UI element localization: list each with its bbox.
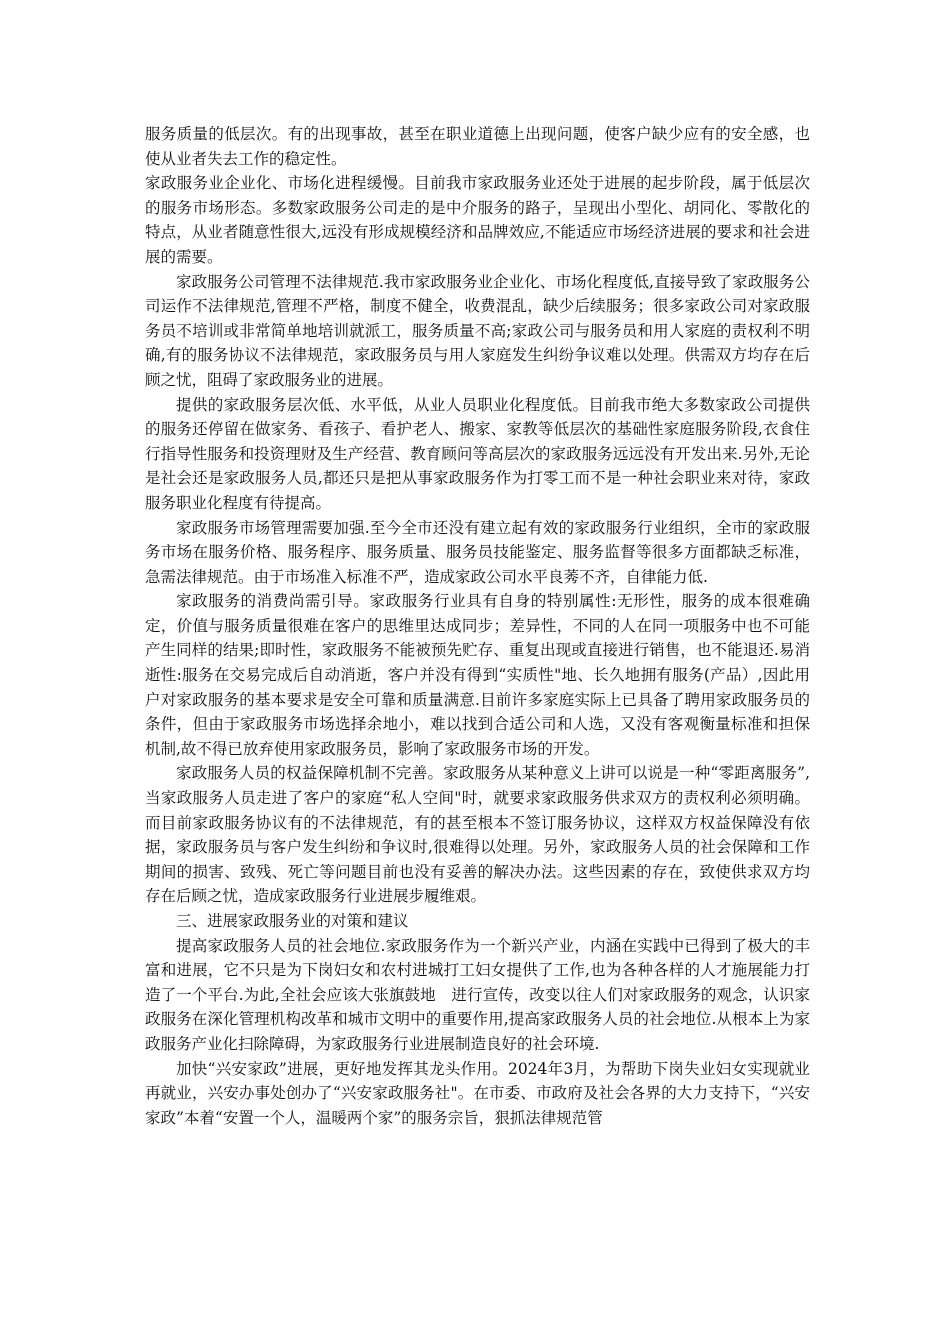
paragraph-7: 家政服务人员的权益保障机制不完善。家政服务从某种意义上讲可以说是一种“零距离服务”,当家政服务人员走进了客户的家庭“私人空间"时，就要求家政服务供求双方的责权利必须明确。而目前家政服务协议有的不法律规范，有的甚至根本不签订服务协议，这样双方权益保障没有依据，家政服务员与客户发生纠纷和争议时,很难得以处理。另外，家政服务人员的社会保障和工作期间的损害、致残、死亡等问题目前也没有妥善的解决办法。这些因素的存在，致使供求双方均存在后顾之忧，造成家政服务行业进展步履维艰。 (145, 764, 810, 906)
section-heading: 三、进展家政服务业的对策和建议 (176, 912, 409, 930)
document-body (145, 122, 810, 1130)
paragraph-1: 服务质量的低层次。有的出现事故，甚至在职业道德上出现问题，使客户缺少应有的安全感，也使从业者失去工作的稳定性。 (145, 125, 810, 168)
paragraph-5: 家政服务市场管理需要加强.至今全市还没有建立起有效的家政服务行业组织，全市的家政服务市场在服务价格、服务程序、服务质量、服务员技能鉴定、服务监督等很多方面都缺乏标准，急需法律规范。由于市场准入标准不严，造成家政公司水平良莠不齐，自律能力低. (145, 518, 810, 586)
paragraph-3: 家政服务公司管理不法律规范.我市家政服务业企业化、市场化程度低,直接导致了家政服务公司运作不法律规范,管理不严格，制度不健全，收费混乱，缺少后续服务；很多家政公司对家政服务员不培训或非常简单地培训就派工，服务质量不高;家政公司与服务员和用人家庭的责权利不明确,有的服务协议不法律规范，家政服务员与用人家庭发生纠纷争议难以处理。供需双方均存在后顾之忧，阻碍了家政服务业的进展。 (145, 272, 810, 389)
paragraph-4: 提供的家政服务层次低、水平低，从业人员职业化程度低。目前我市绝大多数家政公司提供的服务还停留在做家务、看孩子、看护老人、搬家、家教等低层次的基础性家庭服务阶段,衣食住行指导性服务和投资理财及生产经营、教育顾问等高层次的家政服务远远没有开发出来.另外,无论是社会还是家政服务人员,都还只是把从事家政服务作为打零工而不是一种社会职业来对待，家政服务职业化程度有待提高。 (145, 395, 810, 512)
paragraph-6: 家政服务的消费尚需引导。家政服务行业具有自身的特别属性:无形性，服务的成本很难确定，价值与服务质量很难在客户的思维里达成同步；差异性，不同的人在同一项服务中也不可能产生同样的结果;即时性，家政服务不能被预先贮存、重复出现或直接进行销售，也不能退还.易消逝性:服务在交易完成后自动消逝，客户并没有得到“实质性"地、长久地拥有服务(产品）,因此用户对家政服务的基本要求是安全可靠和质量满意.目前许多家庭实际上已具备了聘用家政服务员的条件，但由于家政服务市场选择余地小，难以找到合适公司和人选，又没有客观衡量标准和担保机制,故不得已放弃使用家政服务员，影响了家政服务市场的开发。 (145, 592, 810, 758)
paragraph-8: 提高家政服务人员的社会地位.家政服务作为一个新兴产业，内涵在实践中已得到了极大的丰富和进展，它不只是为下岗妇女和农村进城打工妇女提供了工作,也为各种各样的人才施展能力打造了一个平台.为此,全社会应该大张旗鼓地 进行宣传，改变以往人们对家政服务的观念，认识家政服务在深化管理机构改革和城市文明中的重要作用,提高家政服务人员的社会地位.从根本上为家政服务产业化扫除障碍，为家政服务行业进展制造良好的社会环境. (145, 936, 810, 1053)
paragraph-2: 家政服务业企业化、市场化进程缓慢。目前我市家政服务业还处于进展的起步阶段，属于低层次的服务市场形态。多数家政服务公司走的是中介服务的路子，呈现出小型化、胡同化、零散化的特点，从业者随意性很大,远没有形成规模经济和品牌效应,不能适应市场经济进展的要求和社会进展的需要。 (145, 174, 810, 266)
paragraph-9: 加快“兴安家政”进展，更好地发挥其龙头作用。2024年3月，为帮助下岗失业妇女实现就业再就业，兴安办事处创办了“兴安家政服务社"。在市委、市政府及社会各界的大力支持下，“兴安家政”本着“安置一个人，温暖两个家”的服务宗旨，狠抓法律规范管 (145, 1059, 810, 1127)
